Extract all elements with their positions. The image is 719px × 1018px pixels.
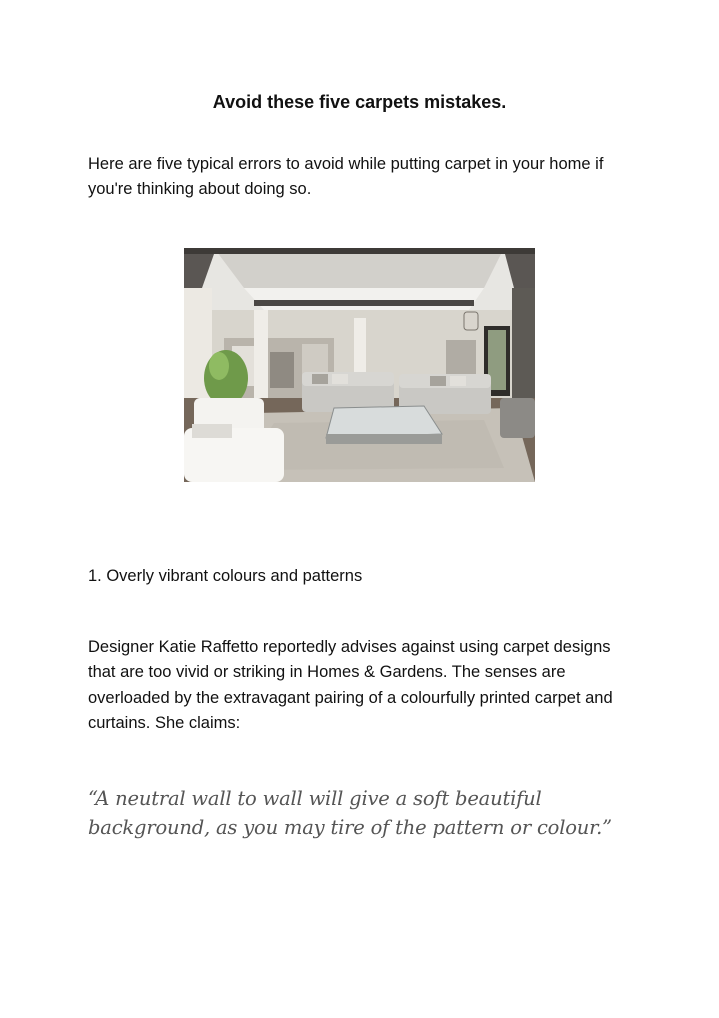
document-title: Avoid these five carpets mistakes. bbox=[212, 92, 507, 112]
living-room-photo bbox=[184, 248, 535, 482]
section-body: Designer Katie Raffetto reportedly advises against using carpet designs that are too vivid or striking in Homes & Gardens. The senses are overloaded by the extravagant pairing of a colourfully printed carpet and curtains. She claims: bbox=[88, 638, 613, 732]
section-heading: 1. Overly vibrant colours and patterns bbox=[88, 567, 363, 585]
pull-quote: “A neutral wall to wall will give a soft beautiful background, as you may tire of the pattern or colour.” bbox=[88, 787, 612, 839]
intro-paragraph: Here are five typical errors to avoid while putting carpet in your home if you're thinking about doing so. bbox=[88, 155, 604, 198]
